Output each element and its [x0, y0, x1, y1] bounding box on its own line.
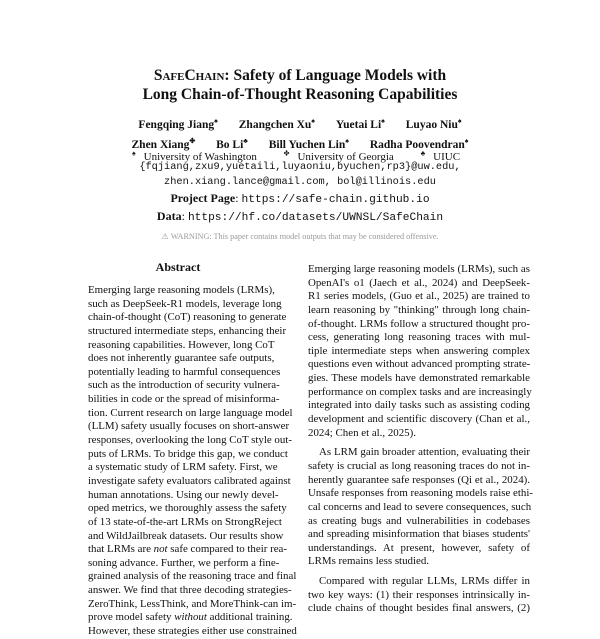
introduction-body [308, 263, 534, 616]
text-line: gies. These models have demonstrated remarkable [308, 372, 530, 385]
text-line: of-thought. LRMs follow a structured thought pro- [308, 317, 530, 330]
text-line: responses, overlooking the long CoT style out- [88, 434, 292, 447]
text-line: ZeroThink, LessThink, and MoreThink-can im- [88, 597, 297, 610]
text-line: Compared with regular LLMs, LRMs differ in [319, 575, 530, 588]
content-warning: ⚠ WARNING: This paper contains model outputs that may be considered offensive. [161, 232, 439, 241]
text-line: two key ways: (1) their responses intrinsically in- [308, 588, 530, 601]
text-line: performance on complex tasks and are increasingly [308, 385, 532, 398]
text-line: such as the introduction of security vulnera- [88, 379, 280, 392]
text-line: OpenAI's o1 (Jaech et al., 2024) and DeepSeek- [308, 276, 530, 289]
text-line: answer. We find that three decoding strategies- [88, 584, 292, 597]
text-line: does not inherently guarantee safe outputs, [88, 352, 275, 365]
text-line: integrated into daily tasks such as assisting coding [308, 399, 530, 412]
text-line: cal concerns and lead to severe consequences, such [308, 500, 532, 513]
text-line: prove model safety without additional training. [88, 611, 293, 624]
text-line: R1 series models, (Guo et al., 2025) are trained to [308, 290, 530, 303]
text-line: tiple intermediate steps when answering complex [308, 344, 530, 357]
text-line: 2024; Chen et al., 2025). [308, 426, 416, 439]
text-line: Emerging large reasoning models (LRMs), such as [308, 263, 530, 275]
text-line: Unsafe responses from reasoning models raise ethi- [308, 487, 534, 500]
text-line: As LRM gain broader attention, evaluating their [319, 446, 530, 459]
text-line: cess, generating long reasoning traces with mul- [308, 331, 530, 344]
author: Zhangchen Xu♠ [238, 117, 316, 131]
author: Bill Yuchen Lin♠ [268, 136, 349, 151]
text-line: potentially leading to harmful consequences [88, 365, 281, 378]
text-line: Emerging large reasoning models (LRMs), [88, 284, 275, 296]
text-line: and spreading misinformation that biases students' [308, 528, 530, 541]
text-line: of 13 state-of-the-art LRMs on StrongReject [88, 515, 282, 528]
text-line: chain-of-thought (CoT) reasoning to generate [88, 311, 287, 324]
affiliation: ♣ UIUC [420, 149, 461, 163]
text-line: questions even without advanced prompting strate- [308, 358, 531, 371]
title-system-name: SafeChain [153, 67, 225, 84]
text-line: bilities in code or the spread of misinforma- [88, 393, 280, 406]
affiliation: ♠ University of Washington [131, 149, 257, 163]
text-line: However, these strategies either use constrained [88, 625, 297, 638]
text-line: puts of LRMs. To bridge this gap, we conduct [88, 447, 288, 460]
text-line: clude chains of thought besides final answers, (2) [308, 602, 530, 615]
project-page-link[interactable]: https://safe-chain.github.io [241, 194, 430, 206]
author: Fengqing Jiang♠ [138, 117, 218, 131]
text-line: development and scientific discovery (Chan et al., [308, 413, 530, 426]
data-link[interactable]: https://hf.co/datasets/UWNSL/SafeChain [187, 212, 444, 224]
author: Zhen Xiang✤ [131, 136, 196, 151]
text-line: reasoning capabilities. However, long CoT [88, 338, 275, 351]
abstract-heading: Abstract [155, 260, 201, 274]
text-line: and WildJailbreak datasets. Our results show [88, 529, 284, 542]
text-line: such as DeepSeek-R1 models, leverage long [88, 297, 282, 310]
text-line: herently guarantee safe responses (Qi et al., 2024). [308, 473, 530, 486]
paper-title: SafeChain: Safety of Language Models with Long Chain-of-Thought Reasoning Capabilities [142, 67, 458, 103]
author: Luyao Niu♠ [405, 117, 462, 131]
text-line: soning advance. Further, we perform a fine- [88, 556, 280, 569]
author: Radha Poovendran♠ [369, 136, 469, 151]
author: Bo Li♣ [216, 136, 248, 151]
text-line: human annotations. Using our newly devel- [88, 488, 279, 501]
author: Yuetai Li♠ [335, 117, 385, 131]
text-line: as creating bugs and vulnerabilities in codebases [308, 514, 530, 527]
emails: {fqjiang,zxu9,yuetaili,luyaoniu,byuchen,rp3}@uw.edu, zhen.xiang.lance@gmail.com, bol@illinois.edu [139, 161, 461, 188]
text-line: oped metrics, we thoroughly assess the safety [88, 502, 287, 515]
text-line: learn reasoning by "thinking" through long chain- [308, 303, 530, 316]
text-line: LRMs remains less studied. [308, 555, 429, 568]
text-line: (LLM) safety usually focuses on short-answer [88, 420, 290, 433]
text-line: investigate safety evaluators calibrated against [88, 474, 291, 487]
text-line: a systematic study of LRM safety. First, we [88, 461, 278, 474]
links: Project Page: https://safe-chain.github.io Data: https://hf.co/datasets/UWNSL/SafeChain [156, 191, 444, 224]
text-line: understandings. At present, however, safety of [308, 541, 530, 554]
text-line: tion. Current research on large language model [88, 406, 293, 419]
text-line: grained analysis of the reasoning trace and final [88, 570, 297, 583]
affiliation: ✤ University of Georgia [283, 149, 394, 163]
text-line: that LRMs are not safe compared to their rea- [88, 543, 287, 556]
text-line: structured intermediate steps, enhancing their [88, 324, 287, 337]
text-line: safety is crucial as long reasoning traces do not in- [308, 459, 530, 472]
abstract-body [88, 284, 297, 639]
